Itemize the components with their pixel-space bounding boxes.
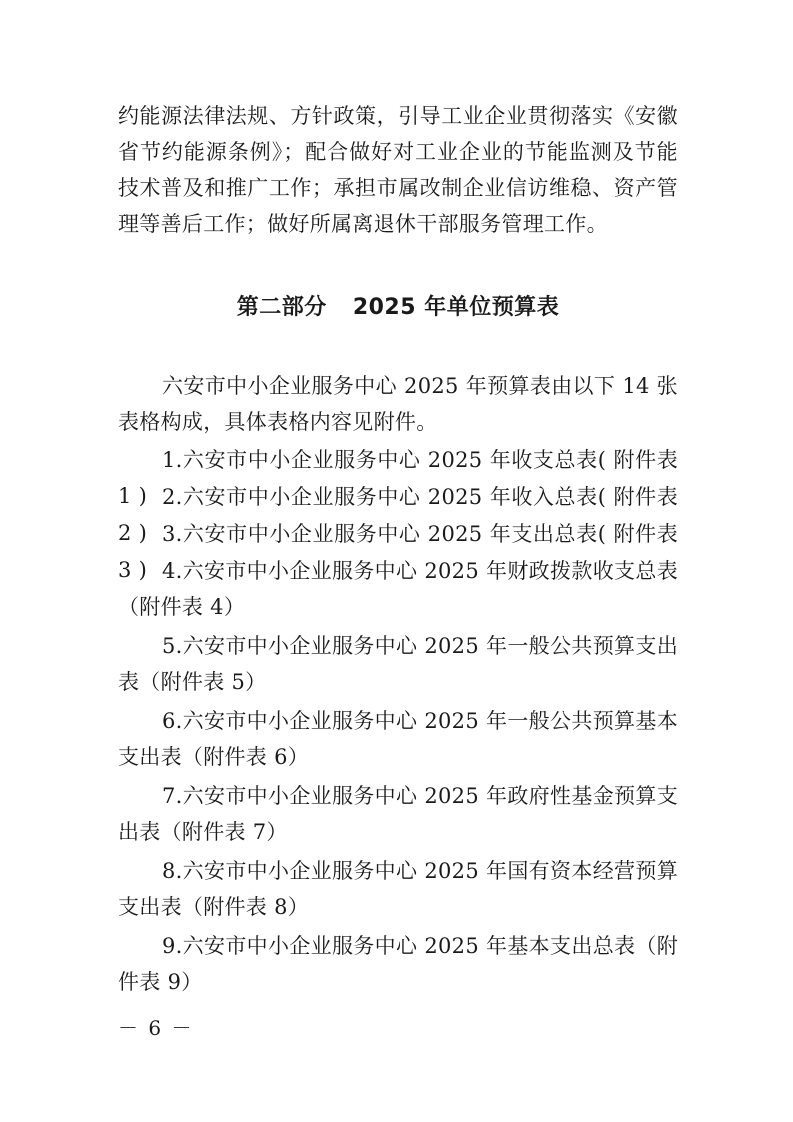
section-title: 2025 年单位预算表 [352,295,560,320]
list-item: 6.六安市中小企业服务中心 2025 年一般公共预算基本支出表（附件表 6） [118,709,678,769]
continued-paragraph: 约能源法律法规、方针政策，引导工业企业贯彻落实《安徽省节约能源条例》；配合做好对工业企业的节能监测及节能技术普及和推广工作；承担市属改制企业信访维稳、资产管理等善后工作；做好所属离退休干部服务管理工作。 [118,104,678,236]
section-part: 第二部分 [236,295,327,320]
list-item: 4.六安市中小企业服务中心 2025 年财政拨款收支总表（附件表 4） [118,559,678,619]
list-item: 2.六安市中小企业服务中心 2025 年收入总表( 附件表 2 ) [118,485,678,545]
list-item: 5.六安市中小企业服务中心 2025 年一般公共预算支出表（附件表 5） [118,634,678,694]
list-item: 3.六安市中小企业服务中心 2025 年支出总表( 附件表 3 ) [118,522,678,582]
list-item: 8.六安市中小企业服务中心 2025 年国有资本经营预算支出表（附件表 8） [118,859,678,919]
list-item: 1.六安市中小企业服务中心 2025 年收支总表( 附件表 1 ) [118,448,678,508]
list-item: 9.六安市中小企业服务中心 2025 年基本支出总表（附件表 9） [118,934,678,994]
page-number: － 6 － [118,1016,194,1040]
list-item: 7.六安市中小企业服务中心 2025 年政府性基金预算支出表（附件表 7） [118,784,678,844]
intro-paragraph: 六安市中小企业服务中心 2025 年预算表由以下 14 张表格构成，具体表格内容见附件。 [118,374,678,434]
section-heading [118,290,678,326]
